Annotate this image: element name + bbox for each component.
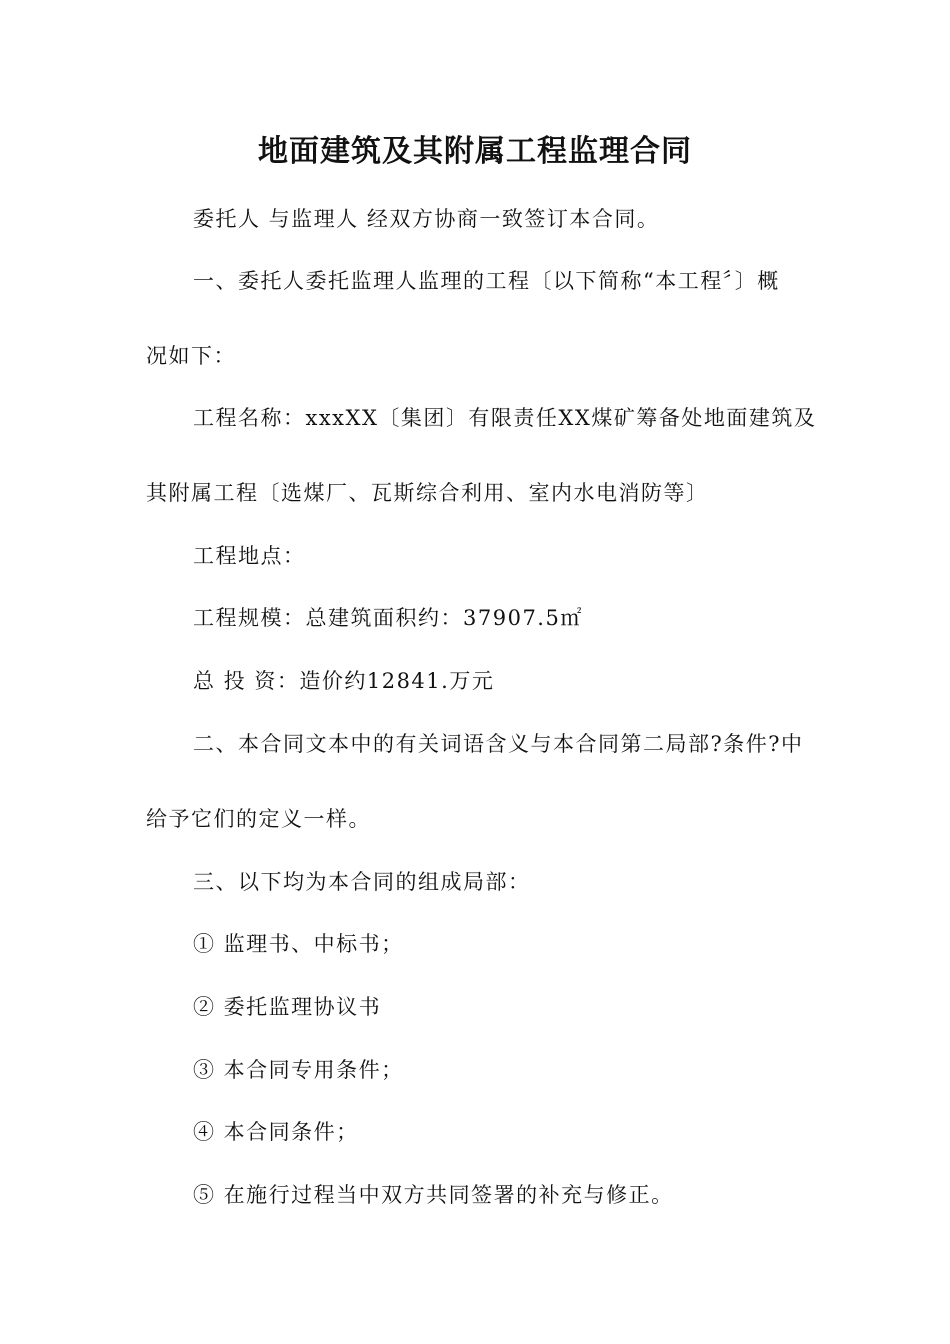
paragraph-clause-1-cont: 况如下： — [146, 344, 236, 368]
list-item-3: ③ 本合同专用条件； — [193, 1058, 404, 1082]
list-item-4: ④ 本合同条件； — [193, 1120, 359, 1144]
list-item-2: ② 委托监理协议书 — [193, 995, 382, 1019]
project-scale-line: 工程规模：总建筑面积约：37907.5㎡ — [193, 606, 583, 630]
project-name-line-cont: 其附属工程〔选煤厂、瓦斯综合利用、室内水电消防等〕 — [146, 481, 709, 505]
project-name-line: 工程名称：xxxXX〔集团〕有限责任XX煤矿筹备处地面建筑及 — [193, 406, 817, 430]
list-item-5: ⑤ 在施行过程当中双方共同签署的补充与修正。 — [193, 1183, 674, 1207]
paragraph-clause-2: 二、本合同文本中的有关词语含义与本合同第二局部?条件?中 — [193, 732, 804, 756]
list-item-1: ① 监理书、中标书； — [193, 932, 404, 956]
paragraph-clause-1: 一、委托人委托监理人监理的工程〔以下简称“本工程〞〕概 — [193, 269, 780, 293]
paragraph-clause-3: 三、以下均为本合同的组成局部： — [193, 870, 531, 894]
paragraph-clause-2-cont: 给予它们的定义一样。 — [146, 807, 371, 831]
project-location-line: 工程地点： — [193, 544, 306, 568]
paragraph-intro: 委托人 与监理人 经双方协商一致签订本合同。 — [193, 207, 660, 231]
total-investment-line: 总 投 资：造价约12841.万元 — [193, 669, 495, 693]
document-title: 地面建筑及其附属工程监理合同 — [258, 134, 692, 169]
